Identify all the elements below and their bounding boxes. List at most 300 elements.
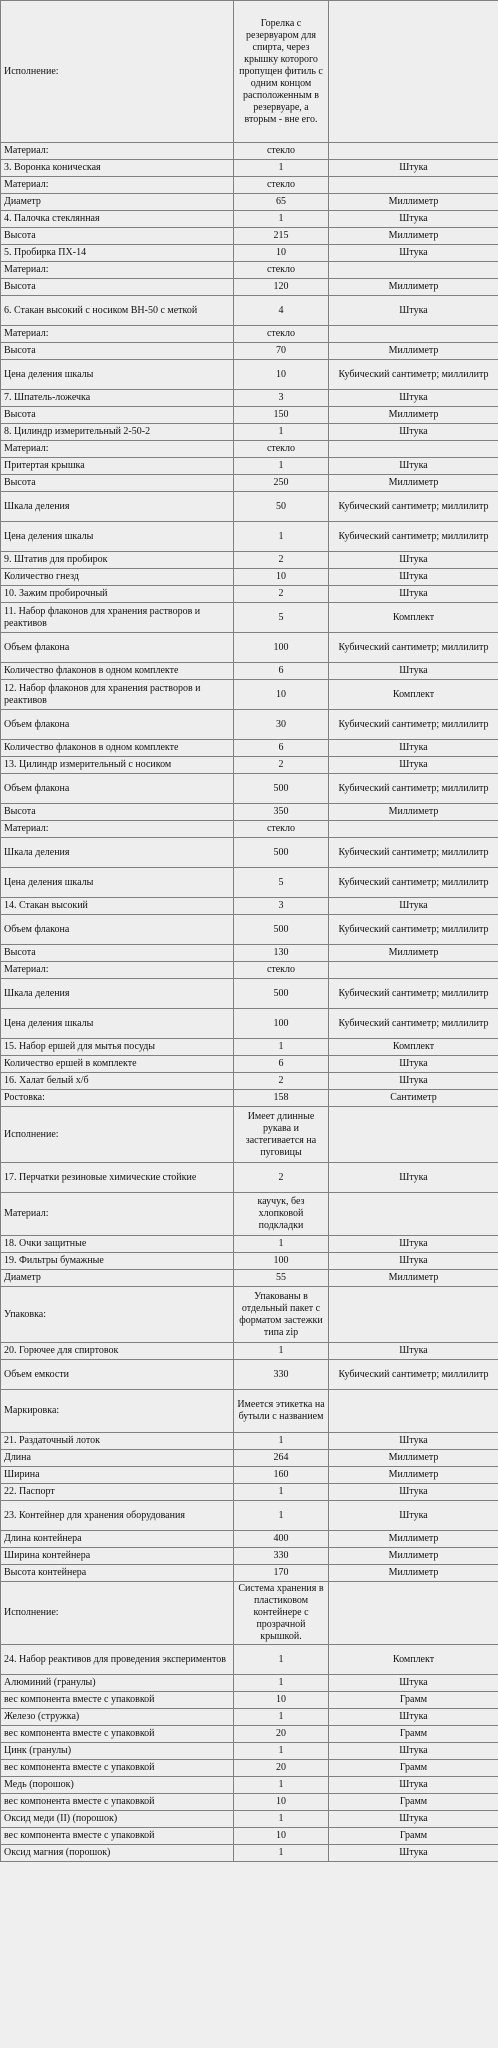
cell-value: стекло	[234, 821, 329, 838]
cell-unit: Штука	[329, 1743, 498, 1760]
cell-unit	[329, 821, 498, 838]
cell-value: 1	[234, 1645, 329, 1675]
cell-value: 1	[234, 1709, 329, 1726]
cell-name: Диаметр	[1, 1270, 234, 1287]
table-row	[1, 441, 498, 458]
table-row	[1, 1287, 498, 1343]
cell-name: 12. Набор флаконов для хранения растворов и реактивов	[1, 680, 234, 710]
cell-value: 1	[234, 1343, 329, 1360]
cell-name: Материал:	[1, 962, 234, 979]
table-row	[1, 569, 498, 586]
cell-name: 23. Контейнер для хранения оборудования	[1, 1501, 234, 1531]
table-row	[1, 1548, 498, 1565]
cell-name: Высота	[1, 475, 234, 492]
cell-value: 3	[234, 898, 329, 915]
table-row	[1, 1163, 498, 1193]
table-row	[1, 586, 498, 603]
cell-name: вес компонента вместе с упаковкой	[1, 1828, 234, 1845]
cell-value: стекло	[234, 143, 329, 160]
cell-unit: Штука	[329, 424, 498, 441]
cell-unit: Комплект	[329, 603, 498, 633]
cell-value: 1	[234, 160, 329, 177]
cell-value: 100	[234, 1009, 329, 1039]
table-row	[1, 633, 498, 663]
cell-unit: Штука	[329, 1501, 498, 1531]
cell-unit: Миллиметр	[329, 407, 498, 424]
cell-name: Объем флакона	[1, 774, 234, 804]
cell-unit	[329, 143, 498, 160]
cell-name: Шкала деления	[1, 979, 234, 1009]
cell-name: Высота контейнера	[1, 1565, 234, 1582]
cell-unit: Грамм	[329, 1760, 498, 1777]
cell-unit	[329, 262, 498, 279]
cell-value: стекло	[234, 177, 329, 194]
cell-name: Исполнение:	[1, 1, 234, 143]
table-row	[1, 1236, 498, 1253]
cell-value: 250	[234, 475, 329, 492]
table-row	[1, 962, 498, 979]
table-row	[1, 1501, 498, 1531]
table-row	[1, 1450, 498, 1467]
table-row	[1, 1794, 498, 1811]
cell-name: Цинк (гранулы)	[1, 1743, 234, 1760]
cell-name: Диаметр	[1, 194, 234, 211]
cell-value: 1	[234, 522, 329, 552]
cell-unit: Кубический сантиметр; миллилитр	[329, 979, 498, 1009]
cell-unit: Штука	[329, 160, 498, 177]
cell-value: 10	[234, 680, 329, 710]
table-row	[1, 1360, 498, 1390]
cell-name: 8. Цилиндр измерительный 2-50-2	[1, 424, 234, 441]
cell-unit: Штука	[329, 569, 498, 586]
cell-value: 5	[234, 868, 329, 898]
cell-unit	[329, 1390, 498, 1433]
cell-name: Высота	[1, 945, 234, 962]
cell-unit	[329, 326, 498, 343]
cell-value: 160	[234, 1467, 329, 1484]
cell-unit	[329, 1287, 498, 1343]
table-row	[1, 774, 498, 804]
cell-value: 158	[234, 1090, 329, 1107]
cell-name: 10. Зажим пробирочный	[1, 586, 234, 603]
cell-name: Количество флаконов в одном комплекте	[1, 740, 234, 757]
table-row	[1, 1675, 498, 1692]
cell-name: Цена деления шкалы	[1, 1009, 234, 1039]
cell-name: Маркировка:	[1, 1390, 234, 1433]
cell-value: 10	[234, 1794, 329, 1811]
cell-unit	[329, 1, 498, 143]
cell-unit	[329, 962, 498, 979]
cell-name: 24. Набор реактивов для проведения экспериментов	[1, 1645, 234, 1675]
cell-unit: Штука	[329, 1675, 498, 1692]
cell-name: Длина	[1, 1450, 234, 1467]
cell-name: Алюминий (гранулы)	[1, 1675, 234, 1692]
cell-unit: Миллиметр	[329, 804, 498, 821]
table-row	[1, 343, 498, 360]
cell-name: вес компонента вместе с упаковкой	[1, 1726, 234, 1743]
table-row	[1, 663, 498, 680]
cell-value: 70	[234, 343, 329, 360]
cell-unit: Штука	[329, 1845, 498, 1862]
table-row	[1, 710, 498, 740]
cell-value: 100	[234, 1253, 329, 1270]
cell-value: стекло	[234, 326, 329, 343]
cell-name: Оксид меди (II) (порошок)	[1, 1811, 234, 1828]
cell-unit: Штука	[329, 1343, 498, 1360]
cell-value: 1	[234, 211, 329, 228]
cell-value: 350	[234, 804, 329, 821]
table-row	[1, 868, 498, 898]
table-row	[1, 1107, 498, 1163]
cell-value: 264	[234, 1450, 329, 1467]
table-row	[1, 898, 498, 915]
table-row	[1, 475, 498, 492]
cell-value: 1	[234, 458, 329, 475]
cell-value: 10	[234, 245, 329, 262]
cell-name: Цена деления шкалы	[1, 868, 234, 898]
cell-name: 9. Штатив для пробирок	[1, 552, 234, 569]
cell-name: 17. Перчатки резиновые химические стойкие	[1, 1163, 234, 1193]
cell-name: Упаковка:	[1, 1287, 234, 1343]
cell-unit: Штука	[329, 1811, 498, 1828]
cell-unit: Штука	[329, 458, 498, 475]
cell-unit: Штука	[329, 1709, 498, 1726]
table-row	[1, 1777, 498, 1794]
cell-unit: Штука	[329, 1163, 498, 1193]
table-row	[1, 1760, 498, 1777]
cell-unit: Кубический сантиметр; миллилитр	[329, 774, 498, 804]
cell-value: 6	[234, 740, 329, 757]
table-row	[1, 1743, 498, 1760]
cell-value: 215	[234, 228, 329, 245]
cell-unit: Миллиметр	[329, 475, 498, 492]
cell-value: 20	[234, 1726, 329, 1743]
table-row	[1, 390, 498, 407]
table-row	[1, 279, 498, 296]
cell-name: 21. Раздаточный лоток	[1, 1433, 234, 1450]
cell-unit: Штука	[329, 1433, 498, 1450]
cell-value: 6	[234, 1056, 329, 1073]
cell-name: Оксид магния (порошок)	[1, 1845, 234, 1862]
table-row	[1, 1726, 498, 1743]
cell-name: Железо (стружка)	[1, 1709, 234, 1726]
table-row	[1, 1828, 498, 1845]
cell-value: 6	[234, 663, 329, 680]
cell-unit: Кубический сантиметр; миллилитр	[329, 1009, 498, 1039]
cell-name: 5. Пробирка ПХ-14	[1, 245, 234, 262]
table-row	[1, 821, 498, 838]
table-row	[1, 1073, 498, 1090]
cell-name: Цена деления шкалы	[1, 522, 234, 552]
cell-value: Упакованы в отдельный пакет с форматом застежки типа zip	[234, 1287, 329, 1343]
cell-value: 65	[234, 194, 329, 211]
cell-value: стекло	[234, 962, 329, 979]
cell-unit: Штука	[329, 1056, 498, 1073]
table-row	[1, 458, 498, 475]
table-row	[1, 804, 498, 821]
cell-unit: Комплект	[329, 1039, 498, 1056]
cell-unit: Миллиметр	[329, 1548, 498, 1565]
cell-value: 130	[234, 945, 329, 962]
table-row	[1, 1531, 498, 1548]
cell-unit: Миллиметр	[329, 1531, 498, 1548]
cell-value: 1	[234, 424, 329, 441]
cell-name: 3. Воронка коническая	[1, 160, 234, 177]
table-row	[1, 1845, 498, 1862]
cell-value: 330	[234, 1548, 329, 1565]
cell-name: Высота	[1, 804, 234, 821]
cell-name: Притертая крышка	[1, 458, 234, 475]
table-row	[1, 1709, 498, 1726]
cell-value: 10	[234, 1692, 329, 1709]
cell-unit: Штука	[329, 390, 498, 407]
cell-name: 18. Очки защитные	[1, 1236, 234, 1253]
cell-name: Длина контейнера	[1, 1531, 234, 1548]
table-row	[1, 552, 498, 569]
cell-unit	[329, 1193, 498, 1236]
cell-unit: Миллиметр	[329, 228, 498, 245]
table-row	[1, 1193, 498, 1236]
table-row	[1, 757, 498, 774]
cell-name: Шкала деления	[1, 838, 234, 868]
cell-value: 2	[234, 757, 329, 774]
cell-value: 10	[234, 1828, 329, 1845]
cell-name: Цена деления шкалы	[1, 360, 234, 390]
table-row	[1, 360, 498, 390]
cell-name: Исполнение:	[1, 1582, 234, 1645]
cell-name: вес компонента вместе с упаковкой	[1, 1692, 234, 1709]
table-row	[1, 1343, 498, 1360]
table-row	[1, 1253, 498, 1270]
cell-unit: Комплект	[329, 680, 498, 710]
cell-unit: Штука	[329, 757, 498, 774]
cell-unit: Комплект	[329, 1645, 498, 1675]
cell-unit	[329, 441, 498, 458]
cell-unit: Штука	[329, 740, 498, 757]
cell-unit: Кубический сантиметр; миллилитр	[329, 360, 498, 390]
cell-unit: Кубический сантиметр; миллилитр	[329, 915, 498, 945]
cell-unit: Грамм	[329, 1828, 498, 1845]
cell-value: стекло	[234, 441, 329, 458]
cell-unit: Штука	[329, 1484, 498, 1501]
cell-name: Исполнение:	[1, 1107, 234, 1163]
cell-unit: Миллиметр	[329, 945, 498, 962]
cell-name: 4. Палочка стеклянная	[1, 211, 234, 228]
table-row	[1, 228, 498, 245]
cell-value: 1	[234, 1501, 329, 1531]
table-row	[1, 245, 498, 262]
cell-value: 500	[234, 838, 329, 868]
cell-name: Ширина	[1, 1467, 234, 1484]
cell-unit: Сантиметр	[329, 1090, 498, 1107]
cell-name: 14. Стакан высокий	[1, 898, 234, 915]
table-row	[1, 945, 498, 962]
cell-value: каучук, без хлопковой подкладки	[234, 1193, 329, 1236]
cell-unit: Штука	[329, 296, 498, 326]
table-row	[1, 143, 498, 160]
cell-value: Имеется этикетка на бутыли с названием	[234, 1390, 329, 1433]
table-row	[1, 522, 498, 552]
cell-value: 1	[234, 1811, 329, 1828]
table-row	[1, 1484, 498, 1501]
table-row	[1, 177, 498, 194]
cell-name: 15. Набор ершей для мытья посуды	[1, 1039, 234, 1056]
cell-value: Горелка с резервуаром для спирта, через крышку которого пропущен фитиль с одним концом расположенным в резервуаре, а вторым - вне его.	[234, 1, 329, 143]
cell-unit: Грамм	[329, 1726, 498, 1743]
cell-name: Материал:	[1, 326, 234, 343]
cell-name: Материал:	[1, 821, 234, 838]
table-row	[1, 1645, 498, 1675]
cell-unit: Миллиметр	[329, 343, 498, 360]
table-row	[1, 407, 498, 424]
cell-unit: Штука	[329, 586, 498, 603]
table-row	[1, 740, 498, 757]
table-row	[1, 603, 498, 633]
table-row	[1, 979, 498, 1009]
cell-value: 5	[234, 603, 329, 633]
cell-value: 1	[234, 1777, 329, 1794]
cell-value: Система хранения в пластиковом контейнере с прозрачной крышкой.	[234, 1582, 329, 1645]
cell-value: 2	[234, 1163, 329, 1193]
table-row	[1, 915, 498, 945]
cell-value: 2	[234, 1073, 329, 1090]
table-row	[1, 1565, 498, 1582]
cell-value: 1	[234, 1743, 329, 1760]
cell-name: Материал:	[1, 262, 234, 279]
cell-unit: Грамм	[329, 1692, 498, 1709]
cell-name: Объем флакона	[1, 915, 234, 945]
cell-value: Имеет длинные рукава и застегивается на пуговицы	[234, 1107, 329, 1163]
cell-unit: Кубический сантиметр; миллилитр	[329, 838, 498, 868]
cell-unit: Кубический сантиметр; миллилитр	[329, 868, 498, 898]
cell-name: Материал:	[1, 177, 234, 194]
table-row	[1, 1433, 498, 1450]
table-row	[1, 1582, 498, 1645]
table-row	[1, 838, 498, 868]
table-row	[1, 680, 498, 710]
cell-name: Объем емкости	[1, 1360, 234, 1390]
cell-name: 11. Набор флаконов для хранения растворов и реактивов	[1, 603, 234, 633]
cell-name: Шкала деления	[1, 492, 234, 522]
cell-unit: Штука	[329, 552, 498, 569]
cell-unit: Грамм	[329, 1794, 498, 1811]
cell-unit: Миллиметр	[329, 1450, 498, 1467]
cell-unit: Кубический сантиметр; миллилитр	[329, 492, 498, 522]
cell-unit: Штука	[329, 1073, 498, 1090]
table-row	[1, 1039, 498, 1056]
cell-unit: Штука	[329, 1777, 498, 1794]
cell-name: Высота	[1, 343, 234, 360]
cell-name: 7. Шпатель-ложечка	[1, 390, 234, 407]
cell-name: Медь (порошок)	[1, 1777, 234, 1794]
cell-name: вес компонента вместе с упаковкой	[1, 1794, 234, 1811]
cell-name: Объем флакона	[1, 633, 234, 663]
cell-name: Количество флаконов в одном комплекте	[1, 663, 234, 680]
cell-name: Материал:	[1, 1193, 234, 1236]
cell-value: 2	[234, 552, 329, 569]
cell-name: Высота	[1, 407, 234, 424]
cell-value: стекло	[234, 262, 329, 279]
table-row	[1, 1, 498, 143]
cell-name: 13. Цилиндр измерительный с носиком	[1, 757, 234, 774]
table-row	[1, 492, 498, 522]
specification-table-body	[1, 1, 498, 1862]
cell-value: 1	[234, 1675, 329, 1692]
cell-value: 55	[234, 1270, 329, 1287]
cell-value: 1	[234, 1039, 329, 1056]
cell-name: 20. Горючее для спиртовок	[1, 1343, 234, 1360]
cell-value: 150	[234, 407, 329, 424]
cell-name: 16. Халат белый х/б	[1, 1073, 234, 1090]
cell-unit: Штука	[329, 898, 498, 915]
cell-name: 19. Фильтры бумажные	[1, 1253, 234, 1270]
cell-value: 1	[234, 1433, 329, 1450]
cell-name: Количество ершей в комплекте	[1, 1056, 234, 1073]
cell-unit: Кубический сантиметр; миллилитр	[329, 710, 498, 740]
table-row	[1, 1270, 498, 1287]
cell-value: 500	[234, 915, 329, 945]
cell-name: вес компонента вместе с упаковкой	[1, 1760, 234, 1777]
cell-value: 20	[234, 1760, 329, 1777]
table-row	[1, 326, 498, 343]
cell-name: Высота	[1, 228, 234, 245]
cell-name: Объем флакона	[1, 710, 234, 740]
cell-value: 10	[234, 569, 329, 586]
cell-name: Ростовка:	[1, 1090, 234, 1107]
cell-value: 1	[234, 1845, 329, 1862]
cell-value: 30	[234, 710, 329, 740]
table-row	[1, 296, 498, 326]
table-row	[1, 1390, 498, 1433]
table-row	[1, 1056, 498, 1073]
cell-unit: Кубический сантиметр; миллилитр	[329, 522, 498, 552]
cell-value: 2	[234, 586, 329, 603]
table-row	[1, 194, 498, 211]
cell-value: 500	[234, 774, 329, 804]
cell-unit: Миллиметр	[329, 194, 498, 211]
cell-unit: Миллиметр	[329, 279, 498, 296]
cell-unit: Штука	[329, 245, 498, 262]
table-row	[1, 262, 498, 279]
cell-value: 3	[234, 390, 329, 407]
table-row	[1, 1692, 498, 1709]
cell-name: Количество гнезд	[1, 569, 234, 586]
cell-name: 22. Паспорт	[1, 1484, 234, 1501]
cell-name: Материал:	[1, 441, 234, 458]
cell-unit	[329, 177, 498, 194]
cell-unit: Штука	[329, 211, 498, 228]
cell-name: Материал:	[1, 143, 234, 160]
cell-unit: Кубический сантиметр; миллилитр	[329, 1360, 498, 1390]
table-row	[1, 424, 498, 441]
cell-unit	[329, 1107, 498, 1163]
cell-value: 330	[234, 1360, 329, 1390]
cell-value: 10	[234, 360, 329, 390]
cell-value: 120	[234, 279, 329, 296]
cell-unit: Миллиметр	[329, 1270, 498, 1287]
table-row	[1, 160, 498, 177]
cell-value: 100	[234, 633, 329, 663]
cell-unit: Миллиметр	[329, 1565, 498, 1582]
cell-value: 400	[234, 1531, 329, 1548]
cell-name: Ширина контейнера	[1, 1548, 234, 1565]
table-row	[1, 1467, 498, 1484]
cell-unit: Штука	[329, 1236, 498, 1253]
cell-value: 170	[234, 1565, 329, 1582]
table-row	[1, 1009, 498, 1039]
table-row	[1, 211, 498, 228]
cell-unit	[329, 1582, 498, 1645]
